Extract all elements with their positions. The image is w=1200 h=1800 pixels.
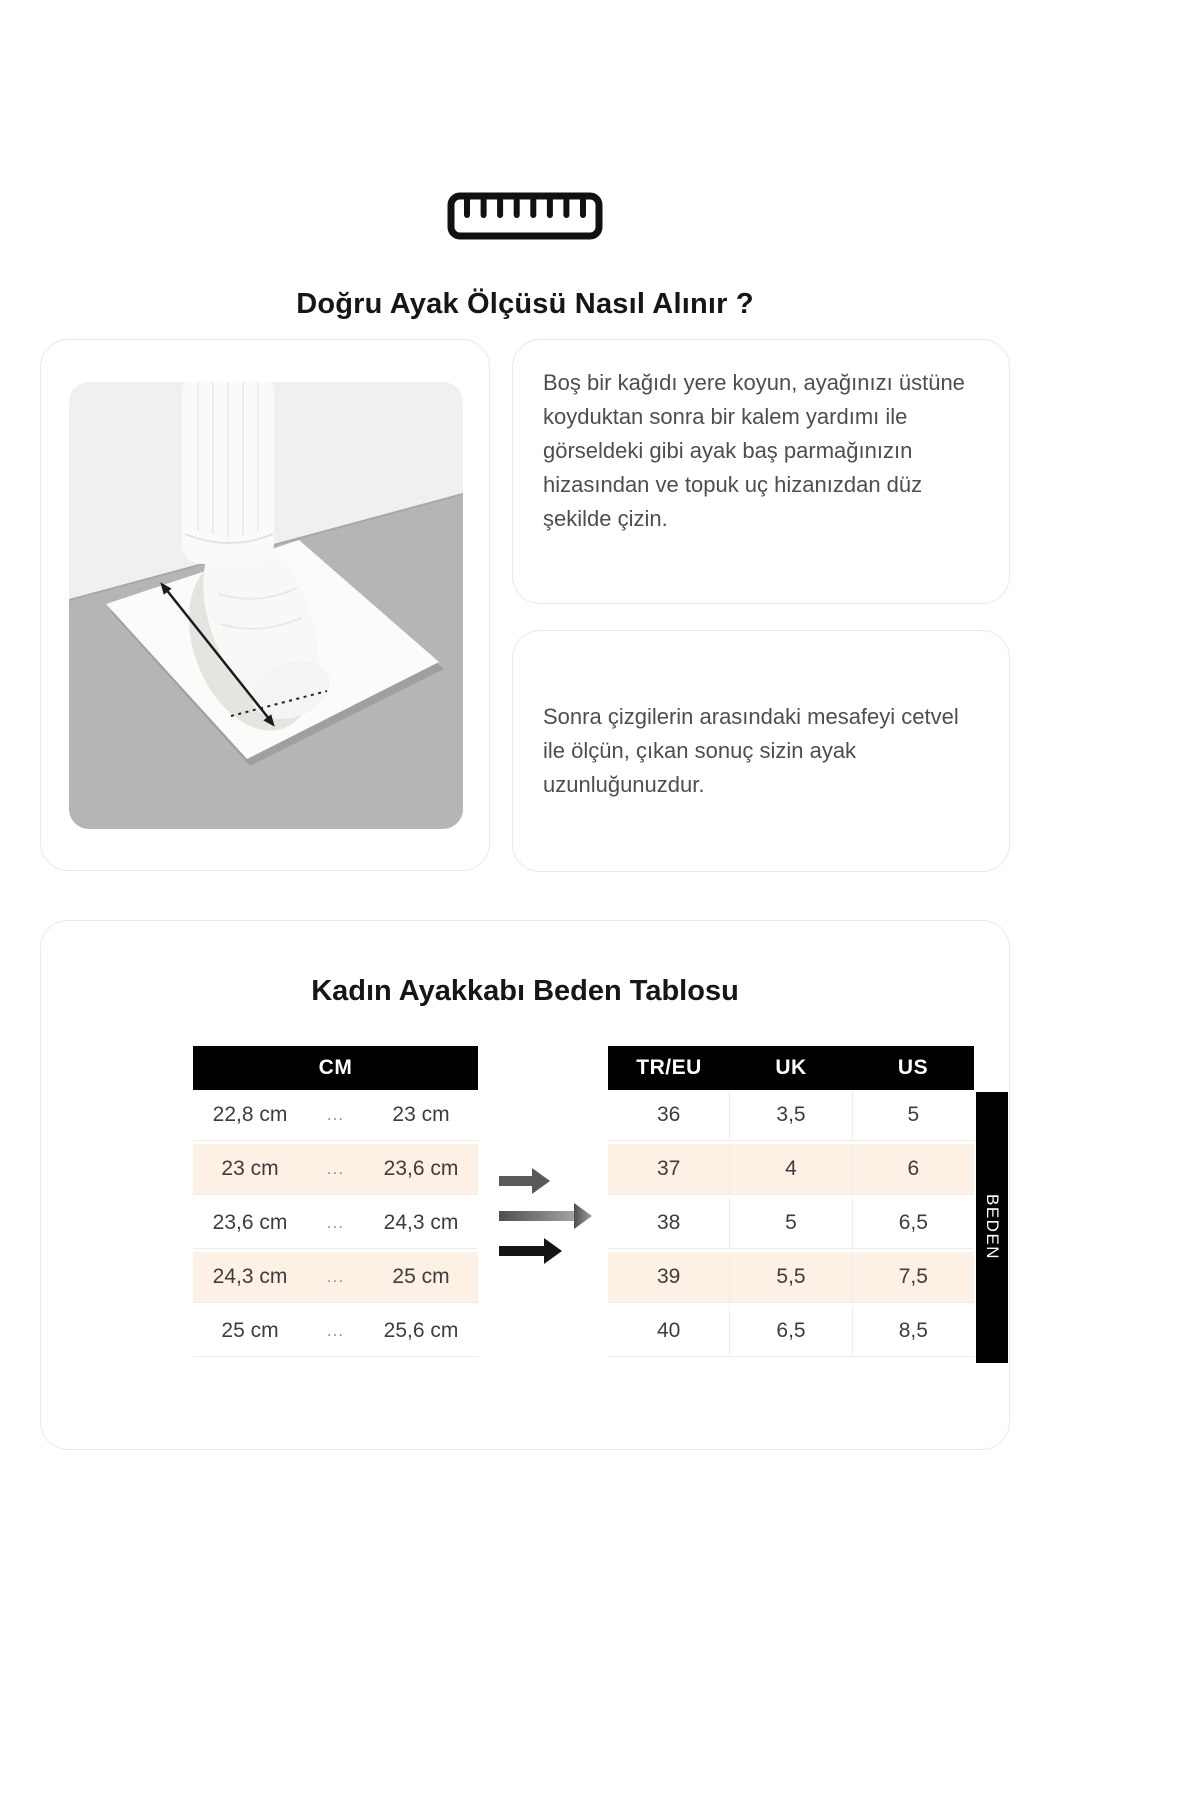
- cm-from: 22,8 cm: [212, 1103, 288, 1126]
- instruction-cards: [512, 339, 1010, 872]
- cm-to: 25,6 cm: [383, 1319, 459, 1342]
- foot-measurement-photo: [69, 382, 463, 829]
- cm-row: [193, 1198, 478, 1249]
- size-cell: 5: [852, 1090, 974, 1140]
- size-tables: [193, 1046, 1009, 1363]
- size-cell: 36: [656, 1103, 681, 1126]
- intl-table-header: [608, 1046, 974, 1090]
- size-cell: 40: [656, 1319, 681, 1342]
- size-cell: 8,5: [852, 1306, 974, 1356]
- size-cell: 6,5: [852, 1198, 974, 1248]
- howto-section: [40, 339, 1010, 872]
- page-content: [40, 0, 1010, 1450]
- cm-to: 25 cm: [392, 1265, 450, 1288]
- size-cell: 3,5: [729, 1090, 851, 1140]
- size-cell: 38: [656, 1211, 681, 1234]
- intl-row: [608, 1252, 974, 1303]
- cm-to: 24,3 cm: [383, 1211, 459, 1234]
- size-cell: 5,5: [729, 1252, 851, 1302]
- range-dots: ...: [326, 1213, 345, 1232]
- intl-size-table: [608, 1046, 974, 1360]
- range-dots: ...: [326, 1159, 345, 1178]
- range-dots: ...: [326, 1267, 345, 1286]
- cm-row: [193, 1306, 478, 1357]
- conversion-arrows-icon: [478, 1168, 608, 1268]
- cm-to: 23 cm: [392, 1103, 450, 1126]
- cm-from: 23 cm: [221, 1157, 279, 1180]
- range-dots: ...: [326, 1105, 345, 1124]
- instruction-text-1: Boş bir kağıdı yere koyun, ayağınızı üstüne koyduktan sonra bir kalem yardımı ile görseldeki gibi ayak baş parmağınızın hizasından ve topuk uç hizanızdan düz şekilde çizin.: [543, 370, 965, 531]
- size-cell: 4: [729, 1144, 851, 1194]
- cm-table-header: CM: [193, 1046, 478, 1090]
- size-cell: 5: [729, 1198, 851, 1248]
- intl-row: [608, 1306, 974, 1357]
- cm-from: 25 cm: [221, 1319, 279, 1342]
- instruction-card-2: [512, 630, 1010, 872]
- size-cell: 6: [852, 1144, 974, 1194]
- beden-vertical-label: BEDEN: [976, 1092, 1008, 1363]
- cm-from: 23,6 cm: [212, 1211, 288, 1234]
- foot-measurement-photo-card: [40, 339, 490, 871]
- range-dots: ...: [326, 1321, 345, 1340]
- intl-row: [608, 1090, 974, 1141]
- col-header-uk: UK: [775, 1056, 807, 1079]
- size-cell: 7,5: [852, 1252, 974, 1302]
- cm-row: [193, 1144, 478, 1195]
- size-cell: 39: [656, 1265, 681, 1288]
- size-table-title: Kadın Ayakkabı Beden Tablosu: [311, 975, 739, 1007]
- instruction-text-2: Sonra çizgilerin arasındaki mesafeyi cetvel ile ölçün, çıkan sonuç sizin ayak uzunluğunuzdur.: [543, 704, 959, 797]
- size-cell: 37: [656, 1157, 681, 1180]
- intl-row: [608, 1198, 974, 1249]
- col-header-us: US: [897, 1056, 929, 1079]
- cm-table: [193, 1046, 478, 1360]
- page-title: Doğru Ayak Ölçüsü Nasıl Alınır ?: [296, 288, 754, 320]
- cm-from: 24,3 cm: [212, 1265, 288, 1288]
- size-cell: 6,5: [729, 1306, 851, 1356]
- instruction-card-1: [512, 339, 1010, 604]
- size-table-card: [40, 920, 1010, 1450]
- intl-row: [608, 1144, 974, 1195]
- cm-to: 23,6 cm: [383, 1157, 459, 1180]
- col-header-tr-eu: TR/EU: [636, 1056, 702, 1079]
- page-header: [40, 0, 1010, 321]
- cm-row: [193, 1252, 478, 1303]
- cm-row: [193, 1090, 478, 1141]
- ruler-icon: [40, 192, 1010, 240]
